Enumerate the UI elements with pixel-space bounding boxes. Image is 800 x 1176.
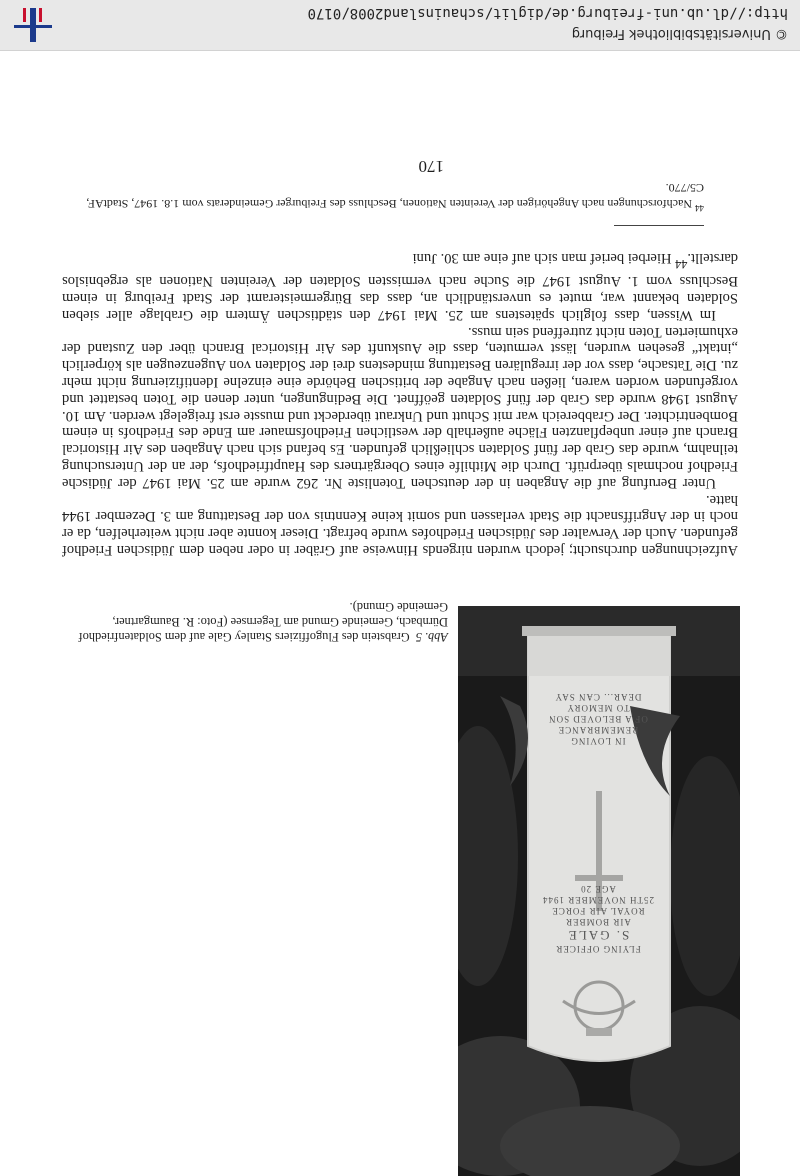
paragraph-text: Im Wissen, dass folglich spätestens am 25. Mai 1947 den städtischen Ämtern die Grablage aller sieben Soldaten bekannt war, mutet es unverständlich an, dass das Bürgermeisteramt der Stadt Freiburg in einem Beschluss vom 1. August 1947 die Suche nach vermissten Soldaten der Vereinten Nationen als ergebnislos darstellt. [62, 250, 738, 323]
ub-freiburg-logo-icon [10, 8, 56, 42]
stone-epitaph-line: OF A BELOVED SON [548, 714, 648, 724]
stone-rank: FLYING OFFICER [555, 944, 641, 954]
page-number: 170 [418, 157, 444, 176]
stone-date: 25TH NOVEMBER 1944 AGE 20 [542, 884, 654, 905]
copyright-text: © Universitätsbibliothek Freiburg [571, 26, 788, 41]
footnote-number: 44 [695, 203, 704, 213]
stone-epitaph-line: IN LOVING REMEMBRANCE [557, 725, 639, 746]
stone-unit: ROYAL AIR FORCE [551, 906, 645, 916]
footnote-reference: 44 [675, 257, 688, 272]
stone-epitaph-line: TO MEMORY [566, 703, 630, 713]
figure-caption-text: Grabstein des Flugoffiziers Stanley Gale auf dem Soldatenfriedhof Dürnbach, Gemeinde Gmund am Tegernsee (Foto: R. Baumgartner, Gemeinde Gmund). [78, 600, 448, 644]
gravestone-epitaph [534, 691, 662, 746]
stone-role: AIR BOMBER [565, 917, 631, 927]
footnote-divider [614, 225, 704, 226]
permalink-url[interactable]: http://dl.ub.uni-freiburg.de/diglit/schauinsland2008/0170 [307, 5, 788, 21]
paragraph-text-end: Hierbei berief man sich auf eine am 30. Juni [412, 250, 676, 267]
footnote [64, 180, 704, 216]
viewer-footer [0, 0, 800, 51]
paragraph: Aufzeichnungen durchsucht; jedoch wurden nirgends Hinweise auf Gräber in oder neben dem Jüdischen Friedhof gefunden. Auch der Verwalter des Jüdischen Friedhofes wurde befragt. Dieser konnte aber nicht weiterhelfen, da er noch in der Angriffsnacht die Stadt verlassen und somit keine Kenntnis von der Bestattung am 3. Dezember 1944 hatte. [62, 491, 738, 558]
stone-name: S. GALE [566, 928, 630, 943]
paragraph [62, 250, 738, 323]
stone-epitaph-line: DEAR... CAN SAY [554, 692, 642, 702]
paragraph: Unter Berufung auf die Angaben in der deutschen Totenliste Nr. 262 wurde am 25. Mai 1947 der Jüdische Friedhof nochmals überprüft. Durch die Mithilfe eines Obergärtners des Hauptfriedhofs, der an der Untersuchung teilnahm, wurde das Grab der fünf Soldaten schließlich gefunden. Es befand sich nach Angaben des Air Historical Branch auf einer unbepflanzten Fläche außerhalb der westlichen Friedhofsmauer am Ende des Friedhofs in einem Bombentrichter. Der Grabbereich war mit Schutt und Unkraut überdeckt und musste erst freigelegt werden. Am 10. August 1948 wurde das Grab der fünf Soldaten geöffnet. Die Bedingungen, unter denen die Toten bestattet und vorgefunden worden waren, ließen nach Angabe der britischen Behörde eine einzelne Identifizierung nicht mehr zu. Die Tatsache, dass vor der irregulären Bestattung mindestens drei der Soldaten von Augenzeugen als körperlich „intakt“ gesehen wurden, lässt vermuten, dass die Auskunft des Air Historical Branch über den Zustand der exhumierten Toten nicht zutreffend sein muss. [62, 323, 738, 491]
gravestone-inscription-top [534, 883, 662, 954]
figure-caption [60, 599, 448, 644]
body-text [62, 250, 738, 558]
footnote-text: Nachforschungen nach Angehörigen der Vereinten Nationen, Beschluss des Freiburger Gemeinderats vom 1.8. 1947, StadtAF, C5/770. [86, 181, 704, 211]
figure-caption-label: Abb. 5 [415, 630, 448, 644]
gravestone-photo [458, 606, 740, 1176]
